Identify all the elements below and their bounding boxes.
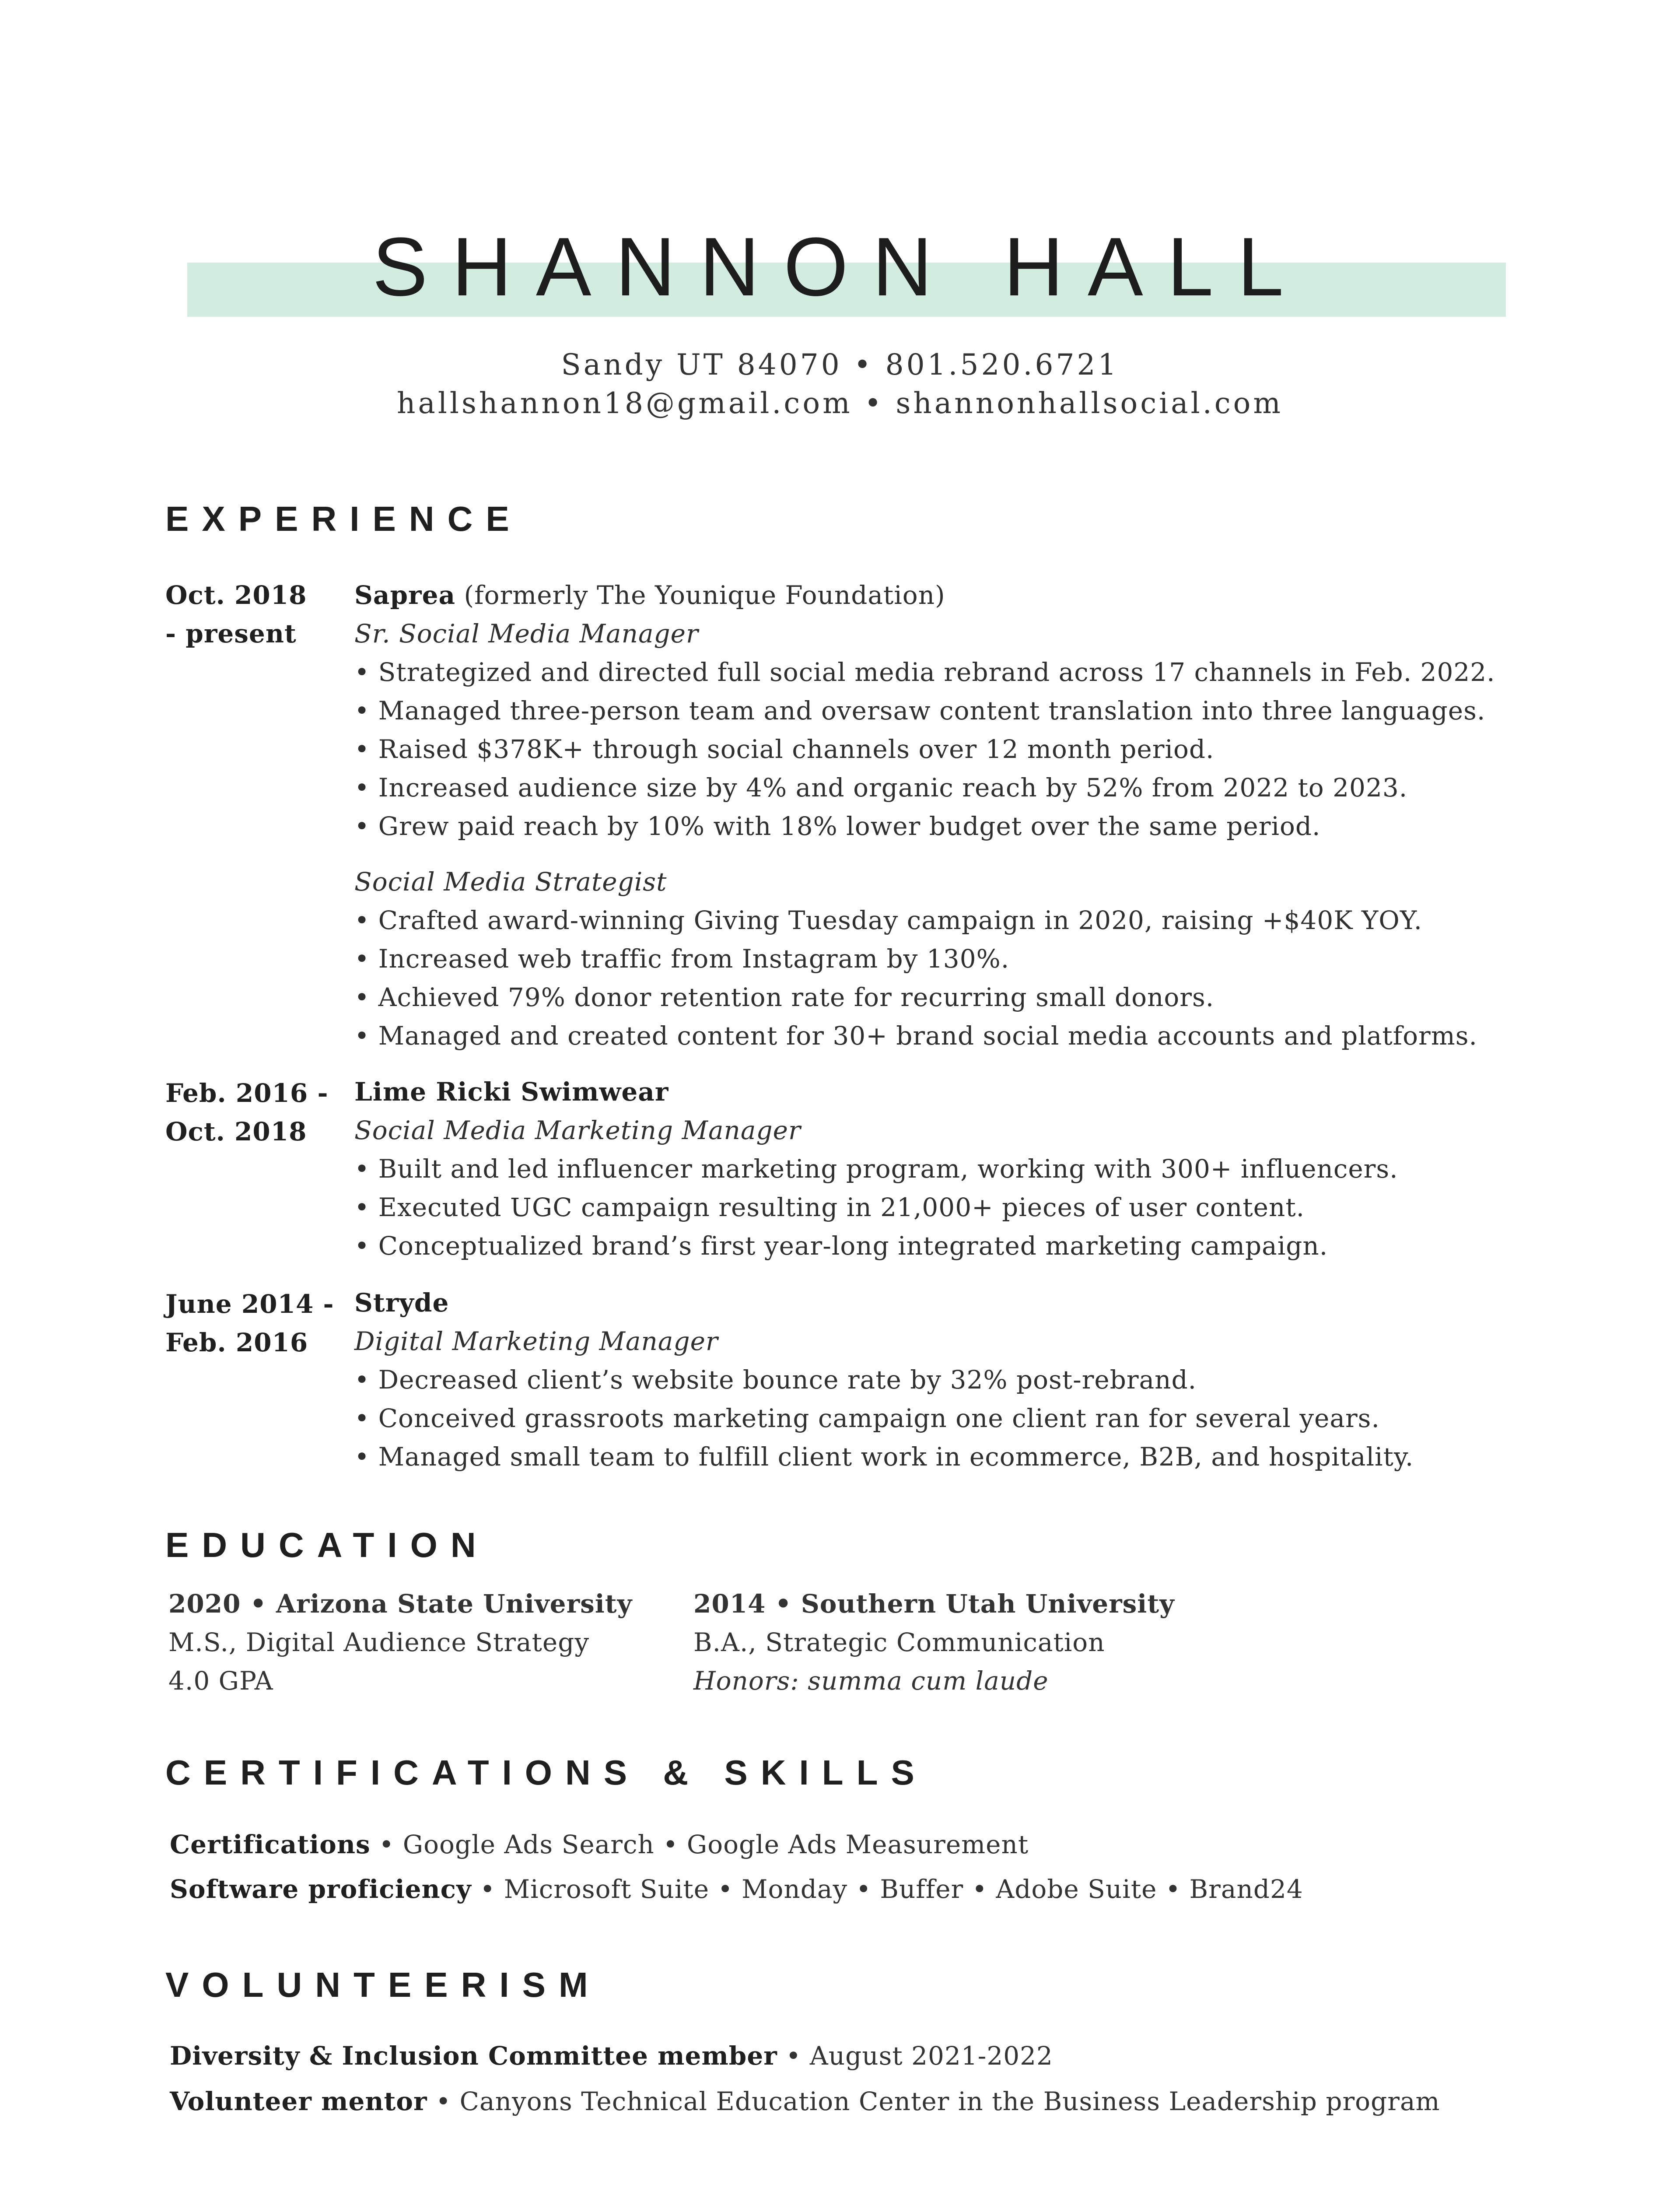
job-company-note: (formerly The Younique Foundation) bbox=[455, 580, 945, 610]
job-date-start: June 2014 - bbox=[165, 1289, 334, 1319]
job-bullet: • Achieved 79% donor retention rate for recurring small donors. bbox=[354, 982, 1214, 1012]
skills-label: Software proficiency bbox=[170, 1874, 472, 1904]
job-bullet: • Managed and created content for 30+ brand social media accounts and platforms. bbox=[354, 1021, 1477, 1051]
section-heading-experience: EXPERIENCE bbox=[165, 499, 522, 538]
contact-location-phone: Sandy UT 84070 • 801.520.6721 bbox=[561, 348, 1119, 382]
volunteer-text: • Canyons Technical Education Center in the Business Leadership program bbox=[427, 2086, 1440, 2116]
contact-email-website: hallshannon18@gmail.com • shannonhallsocial.com bbox=[396, 386, 1284, 420]
job-date-end: Feb. 2016 bbox=[165, 1328, 308, 1357]
education-degree: M.S., Digital Audience Strategy bbox=[168, 1627, 590, 1657]
section-heading-education: EDUCATION bbox=[165, 1525, 489, 1564]
job-bullet: • Increased audience size by 4% and organic reach by 52% from 2022 to 2023. bbox=[354, 773, 1408, 803]
education-title: 2020 • Arizona State University bbox=[168, 1589, 633, 1619]
education-title: 2014 • Southern Utah University bbox=[693, 1589, 1175, 1619]
job-company: Lime Ricki Swimwear bbox=[354, 1077, 669, 1107]
job-title: Sr. Social Media Manager bbox=[354, 619, 699, 649]
job-bullet: • Grew paid reach by 10% with 18% lower budget over the same period. bbox=[354, 811, 1321, 841]
job-title: Social Media Marketing Manager bbox=[354, 1115, 801, 1145]
job-company: Saprea bbox=[354, 580, 456, 610]
job-bullet: • Conceived grassroots marketing campaign one client ran for several years. bbox=[354, 1403, 1380, 1433]
job-date-end: - present bbox=[165, 619, 297, 649]
job-company: Stryde bbox=[354, 1288, 449, 1318]
job-bullet: • Managed small team to fulfill client work in ecommerce, B2B, and hospitality. bbox=[354, 1442, 1414, 1472]
section-heading-volunteerism: VOLUNTEERISM bbox=[165, 1965, 601, 2004]
job-date-end: Oct. 2018 bbox=[165, 1117, 307, 1147]
job-bullet: • Built and led influencer marketing program, working with 300+ influencers. bbox=[354, 1154, 1398, 1184]
job-date-start: Feb. 2016 - bbox=[165, 1078, 329, 1108]
job-bullet: • Increased web traffic from Instagram by 130%. bbox=[354, 944, 1010, 974]
skills-row-software bbox=[170, 1872, 1303, 1907]
section-heading-certifications-skills: CERTIFICATIONS & SKILLS bbox=[165, 1753, 928, 1792]
volunteer-row-mentor bbox=[170, 2084, 1440, 2119]
job-bullet: • Managed three-person team and oversaw content translation into three languages. bbox=[354, 696, 1486, 726]
candidate-name: SHANNON HALL bbox=[372, 221, 1308, 313]
volunteer-text: • August 2021-2022 bbox=[777, 2041, 1053, 2071]
job-bullet: • Executed UGC campaign resulting in 21,000+ pieces of user content. bbox=[354, 1192, 1305, 1222]
skills-label: Certifications bbox=[170, 1830, 371, 1859]
volunteer-row-committee bbox=[170, 2038, 1053, 2073]
job-company-line bbox=[354, 578, 945, 613]
job-bullet: • Strategized and directed full social media rebrand across 17 channels in Feb. 2022. bbox=[354, 657, 1495, 687]
skills-text: • Microsoft Suite • Monday • Buffer • Adobe Suite • Brand24 bbox=[471, 1874, 1303, 1904]
job-bullet: • Conceptualized brand’s first year-long integrated marketing campaign. bbox=[354, 1231, 1328, 1261]
skills-row-certifications bbox=[170, 1827, 1029, 1862]
job-title: Social Media Strategist bbox=[354, 867, 667, 897]
education-note: 4.0 GPA bbox=[168, 1666, 273, 1696]
job-bullet: • Crafted award-winning Giving Tuesday campaign in 2020, raising +$40K YOY. bbox=[354, 905, 1423, 935]
job-title: Digital Marketing Manager bbox=[354, 1326, 718, 1356]
job-date-start: Oct. 2018 bbox=[165, 580, 307, 610]
education-note: Honors: summa cum laude bbox=[693, 1666, 1049, 1696]
volunteer-label: Volunteer mentor bbox=[170, 2086, 427, 2116]
job-bullet: • Decreased client’s website bounce rate by 32% post-rebrand. bbox=[354, 1365, 1197, 1395]
volunteer-label: Diversity & Inclusion Committee member bbox=[170, 2041, 777, 2071]
job-bullet: • Raised $378K+ through social channels over 12 month period. bbox=[354, 734, 1214, 764]
education-degree: B.A., Strategic Communication bbox=[693, 1627, 1105, 1657]
skills-text: • Google Ads Search • Google Ads Measurement bbox=[370, 1830, 1029, 1859]
